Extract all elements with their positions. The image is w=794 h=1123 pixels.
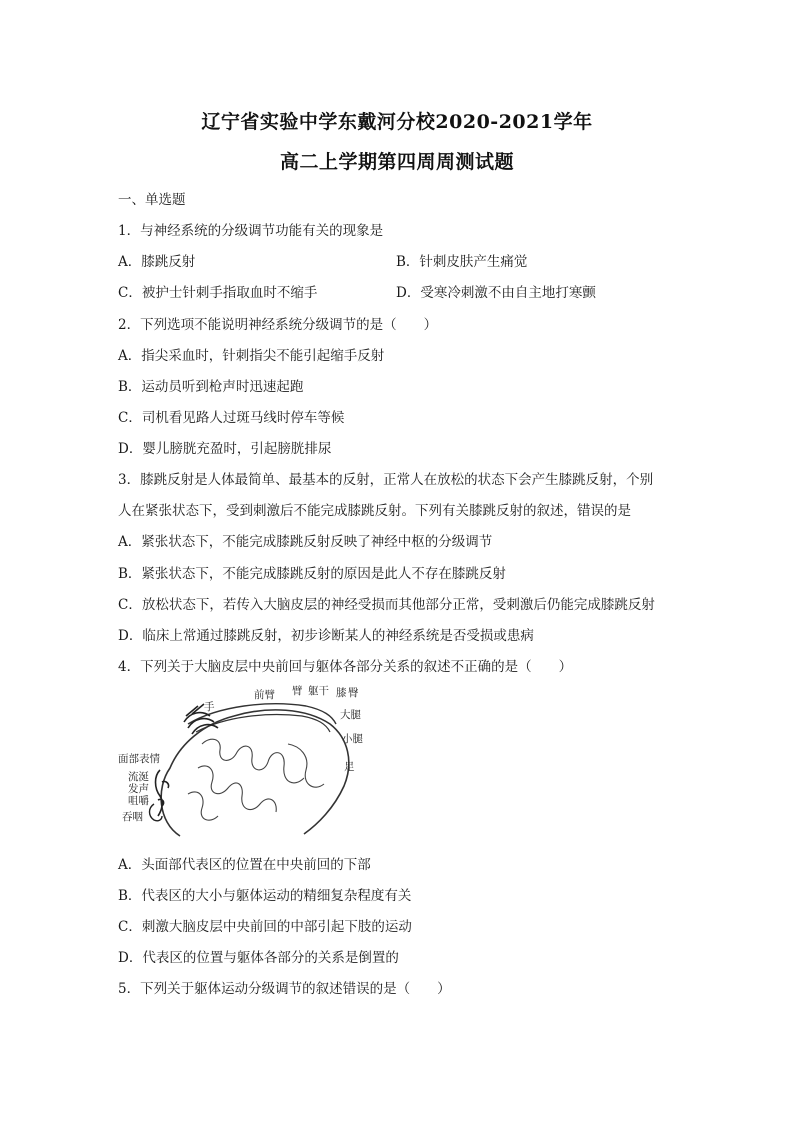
cortex-fold-1 xyxy=(202,739,304,783)
q3-option-c: C．放松状态下，若传入大脑皮层的神经受损而其他部分正常，受刺激后仍能完成膝跳反射 xyxy=(118,597,655,613)
label-facial-expression: 面部表情 xyxy=(118,753,160,765)
q2-option-d: D．婴儿膀胱充盈时，引起膀胱排尿 xyxy=(118,441,332,457)
page-title-line1: 辽宁省实验中学东戴河分校2020-2021学年 xyxy=(201,111,593,133)
label-knee: 膝 xyxy=(336,687,347,699)
cortex-fold-2 xyxy=(198,766,276,812)
label-vocalization: 发声 xyxy=(128,783,149,795)
q1-stem: 1．与神经系统的分级调节功能有关的现象是 xyxy=(118,223,384,239)
q1-option-a: A．膝跳反射 xyxy=(118,254,196,270)
q4-stem: 4．下列关于大脑皮层中央前回与躯体各部分关系的叙述不正确的是（ ） xyxy=(118,659,573,675)
q1-option-b: B．针刺皮肤产生痛觉 xyxy=(396,254,528,270)
motor-cortex-homunculus-diagram xyxy=(118,684,378,854)
q3-option-d: D．临床上常通过膝跳反射，初步诊断某人的神经系统是否受损或患病 xyxy=(118,628,534,644)
q1-option-c: C．被护士针刺手指取血时不缩手 xyxy=(118,285,318,301)
q3-option-a: A．紧张状态下，不能完成膝跳反射反映了神经中枢的分级调节 xyxy=(118,534,493,550)
label-swallowing: 吞咽 xyxy=(122,811,143,823)
q4-option-a: A．头面部代表区的位置在中央前回的下部 xyxy=(118,857,371,873)
label-chewing: 咀嚼 xyxy=(128,795,149,807)
q2-option-b: B．运动员听到枪声时迅速起跑 xyxy=(118,379,304,395)
page-title-line2: 高二上学期第四周周测试题 xyxy=(279,151,514,173)
face-figure xyxy=(156,770,169,816)
label-hand: 手 xyxy=(204,701,215,713)
q2-option-a: A．指尖采血时，针刺指尖不能引起缩手反射 xyxy=(118,348,385,364)
q3-stem-line2: 人在紧张状态下，受到刺激后不能完成膝跳反射。下列有关膝跳反射的叙述，错误的是 xyxy=(118,503,631,519)
q1-option-d: D．受寒冷刺激不由自主地打寒颤 xyxy=(396,285,596,301)
label-salivation: 流涎 xyxy=(128,771,149,783)
label-calf: 小腿 xyxy=(342,733,363,745)
brain-outline xyxy=(161,710,349,836)
q3-stem-line1: 3．膝跳反射是人体最简单、最基本的反射，正常人在放松的状态下会产生膝跳反射，个别 xyxy=(118,472,654,488)
cortex-band-inner xyxy=(196,715,330,732)
cortex-fold-4 xyxy=(288,744,324,787)
cortex-fold-3 xyxy=(188,792,218,820)
label-arm: 臂 xyxy=(292,685,303,697)
q4-option-c: C．刺激大脑皮层中央前回的中部引起下肢的运动 xyxy=(118,919,412,935)
q3-option-b: B．紧张状态下，不能完成膝跳反射的原因是此人不存在膝跳反射 xyxy=(118,566,506,582)
label-foot: 足 xyxy=(344,761,355,773)
label-thigh: 大腿 xyxy=(340,709,361,721)
q2-stem: 2．下列选项不能说明神经系统分级调节的是（ ） xyxy=(118,317,438,333)
section-heading: 一、单选题 xyxy=(118,192,186,208)
label-forearm: 前臂 xyxy=(254,689,275,701)
q5-stem: 5．下列关于躯体运动分级调节的叙述错误的是（ ） xyxy=(118,981,451,997)
q4-option-b: B．代表区的大小与躯体运动的精细复杂程度有关 xyxy=(118,888,412,904)
q4-option-d: D．代表区的位置与躯体各部分的关系是倒置的 xyxy=(118,950,399,966)
label-hip: 臀 xyxy=(348,687,359,699)
q2-option-c: C．司机看见路人过斑马线时停车等候 xyxy=(118,410,345,426)
label-trunk: 躯干 xyxy=(308,685,329,697)
